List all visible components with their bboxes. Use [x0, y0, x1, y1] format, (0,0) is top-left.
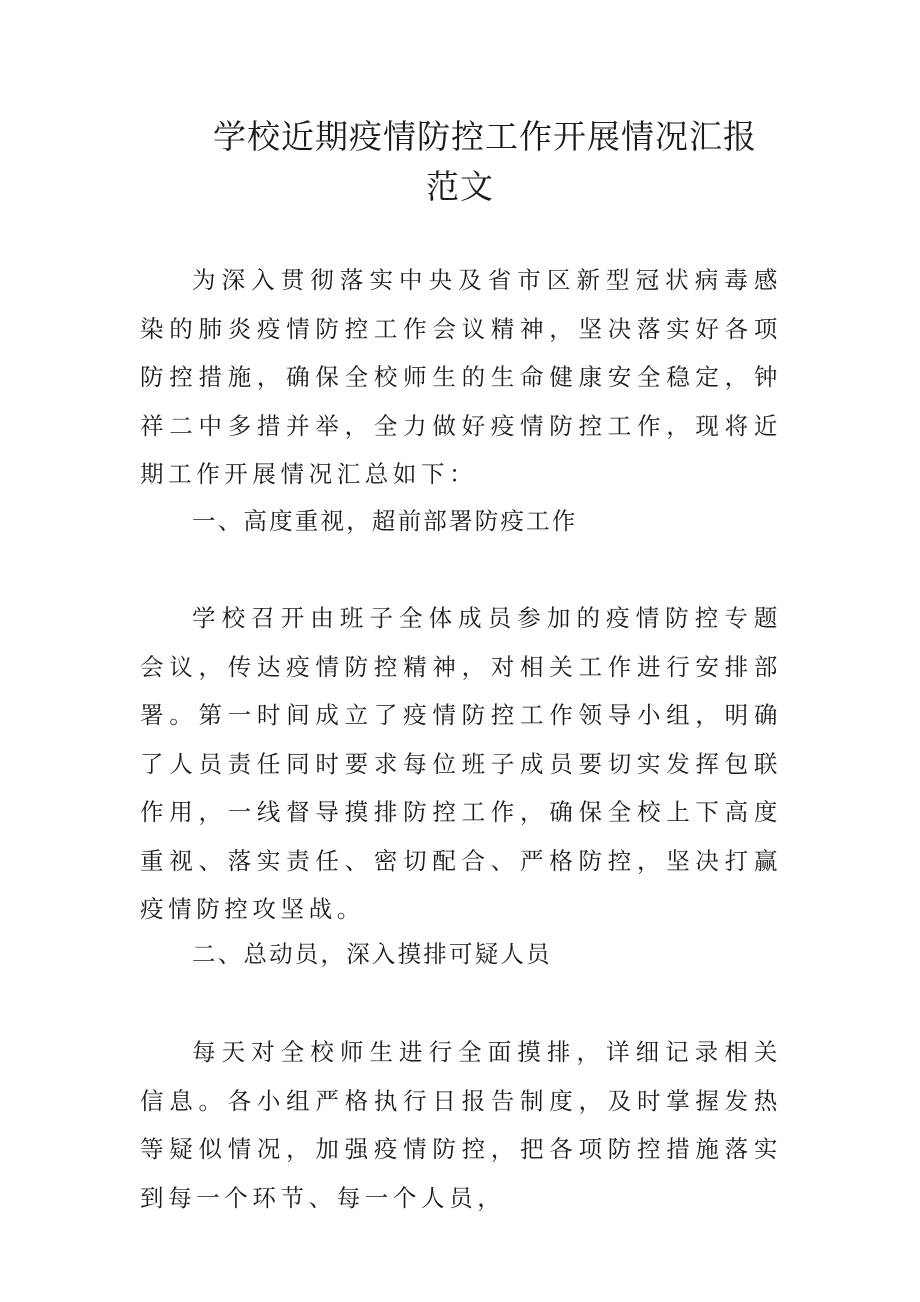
paragraph-section-1: 学校召开由班子全体成员参加的疫情防控专题会议，传达疫情防控精神，对相关工作进行安排部署。第一时间成立了疫情防控工作领导小组，明确了人员责任同时要求每位班子成员要切实发挥包联作用，一线督导摸排防控工作，确保全校上下高度重视、落实责任、密切配合、严格防控，坚决打赢疫情防控攻坚战。: [140, 604, 782, 923]
paragraph-intro: 为深入贯彻落实中央及省市区新型冠状病毒感染的肺炎疫情防控工作会议精神，坚决落实好各项防控措施，确保全校师生的生命健康安全稳定，钟祥二中多措并举，全力做好疫情防控工作，现将近期工作开展情况汇总如下：: [140, 266, 782, 488]
section-heading-1: 一、高度重视，超前部署防疫工作: [192, 507, 578, 535]
title-line-1: 学校近期疫情防控工作开展情况汇报: [213, 117, 757, 156]
section-heading-2: 二、总动员，深入摸排可疑人员: [192, 940, 552, 968]
title-line-2: 范文: [426, 167, 494, 206]
document-title: [140, 112, 780, 212]
paragraph-section-2: 每天对全校师生进行全面摸排，详细记录相关信息。各小组严格执行日报告制度，及时掌握发热等疑似情况，加强疫情防控，把各项防控措施落实到每一个环节、每一个人员，: [140, 1038, 782, 1212]
